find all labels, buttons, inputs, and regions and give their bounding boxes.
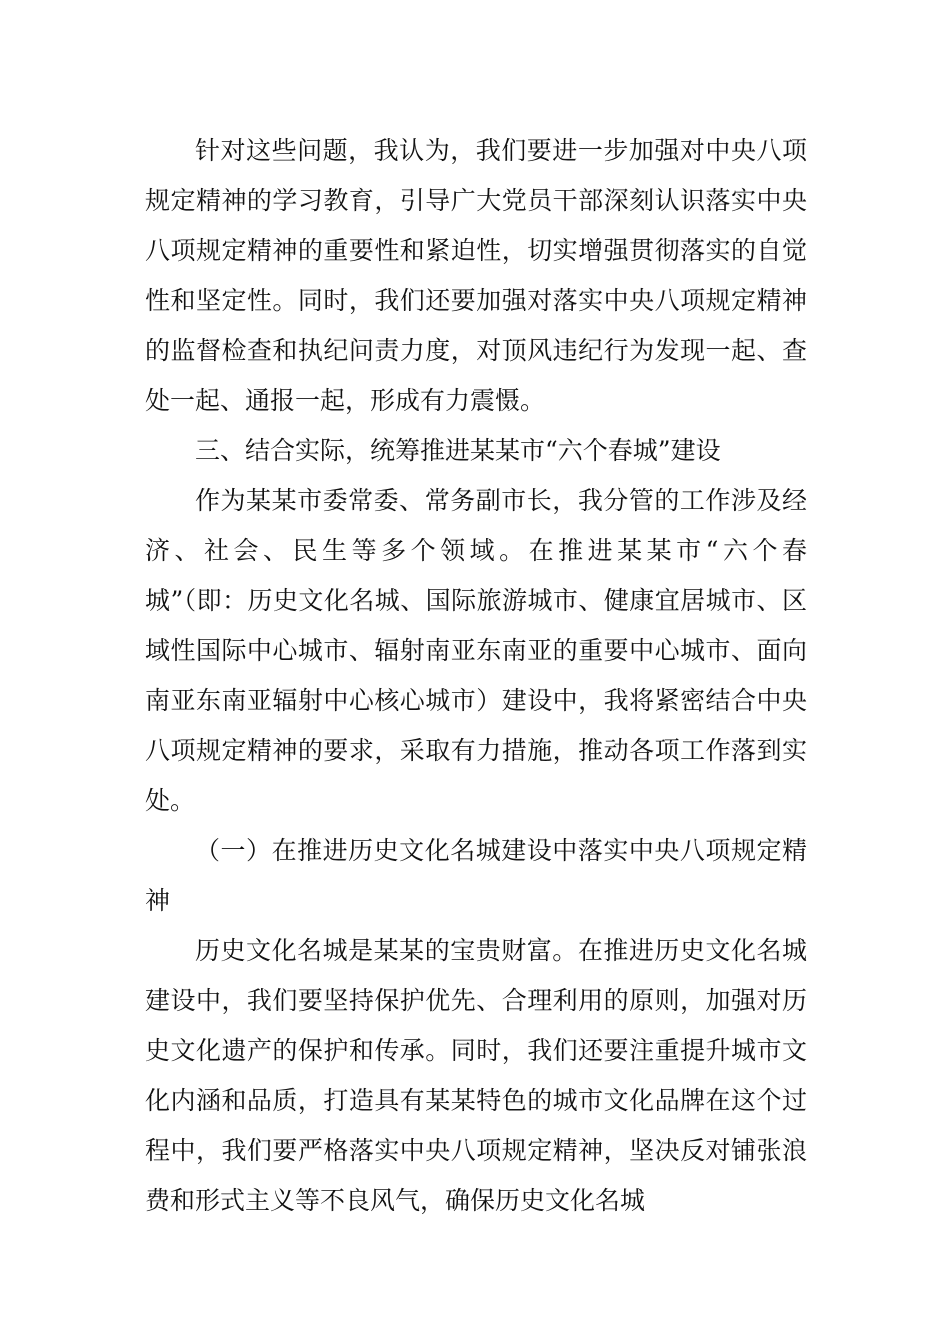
subsection-heading-one: （一）在推进历史文化名城建设中落实中央八项规定精神 [145, 836, 807, 915]
document-body [145, 126, 807, 1226]
paragraph-problem-response: 针对这些问题，我认为，我们要进一步加强对中央八项规定精神的学习教育，引导广大党员干部深刻认识落实中央八项规定精神的重要性和紧迫性，切实增强贯彻落实的自觉性和坚定性。同时，我们还要加强对落实中央八项规定精神的监督检查和执纪问责力度，对顶风违纪行为发现一起、查处一起、通报一起，形成有力震慑。 [145, 136, 807, 415]
paragraph-six-spring-cities: 作为某某市委常委、常务副市长，我分管的工作涉及经济、社会、民生等多个领域。在推进某某市“六个春城”（即：历史文化名城、国际旅游城市、健康宜居城市、区域性国际中心城市、辐射南亚东南亚的重要中心城市、面向南亚东南亚辐射中心核心城市）建设中，我将紧密结合中央八项规定精神的要求，采取有力措施，推动各项工作落到实处。 [145, 486, 807, 815]
paragraph-historic-city: 历史文化名城是某某的宝贵财富。在推进历史文化名城建设中，我们要坚持保护优先、合理利用的原则，加强对历史文化遗产的保护和传承。同时，我们还要注重提升城市文化内涵和品质，打造具有某某特色的城市文化品牌在这个过程中，我们要严格落实中央八项规定精神，坚决反对铺张浪费和形式主义等不良风气，确保历史文化名城 [145, 936, 807, 1215]
section-heading-three: 三、结合实际，统筹推进某某市“六个春城”建设 [195, 436, 721, 465]
